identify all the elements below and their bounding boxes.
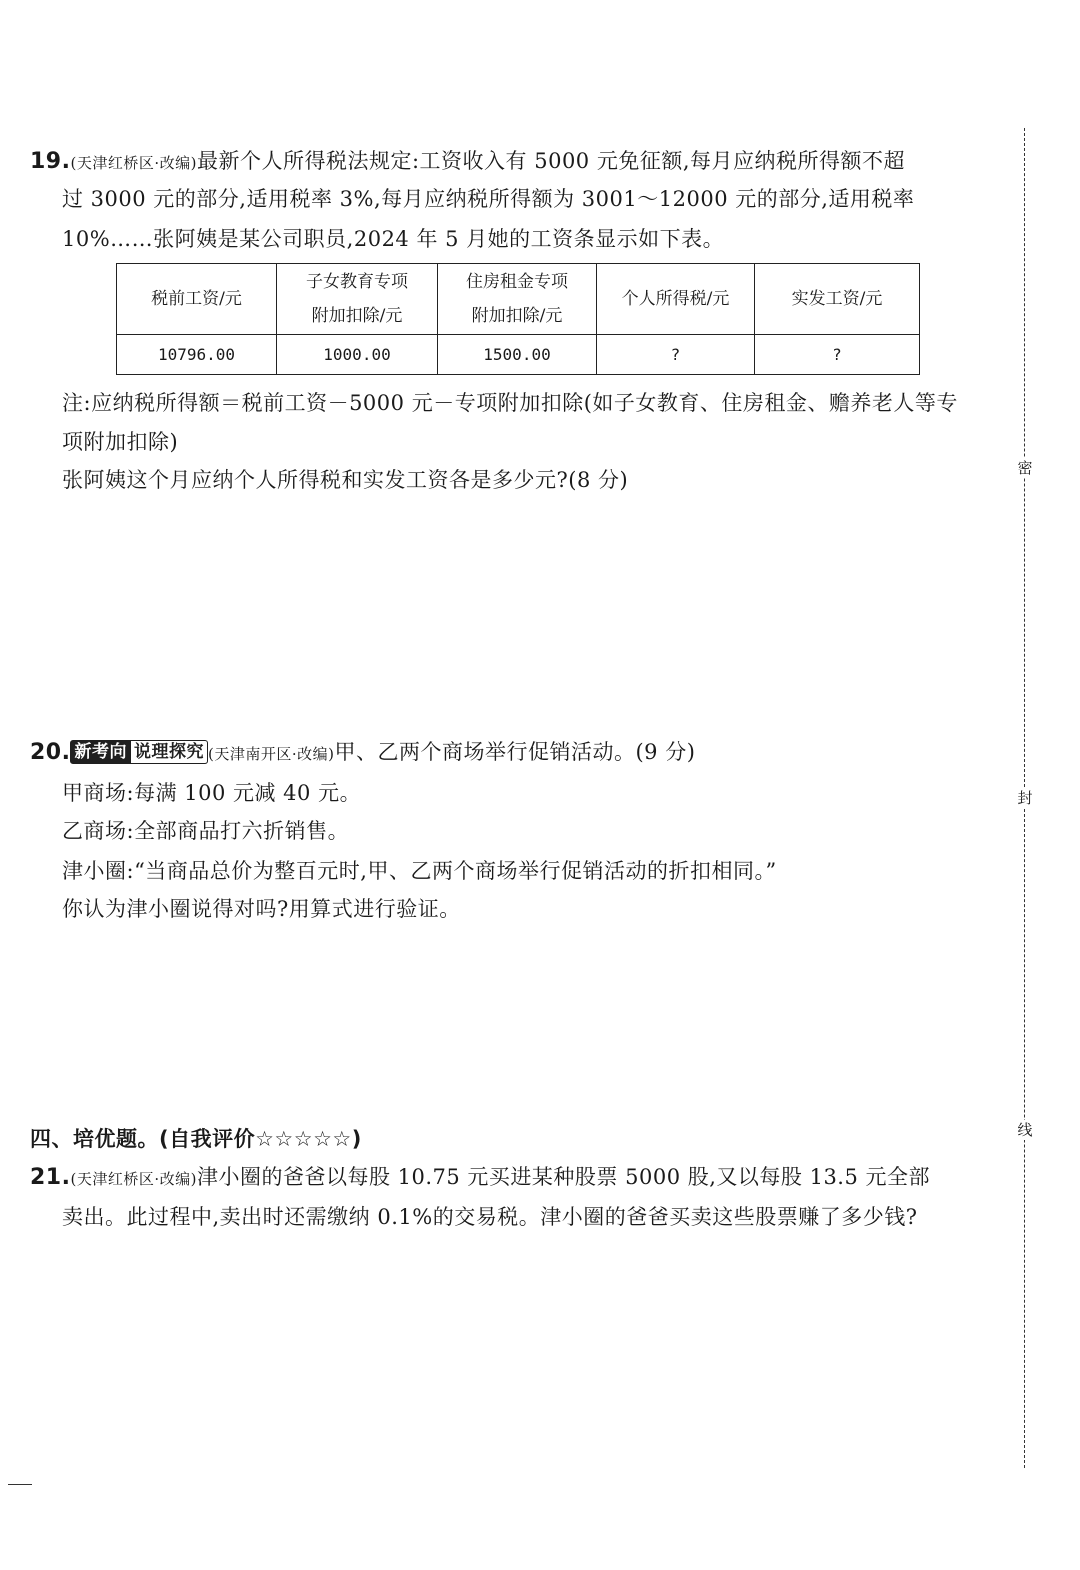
q20-line-b: 乙商场:全部商品打六折销售。 xyxy=(62,819,350,843)
q19-line3: 10%……张阿姨是某公司职员,2024 年 5 月她的工资条显示如下表。 xyxy=(62,227,725,251)
table-cell: 1000.00 xyxy=(277,335,438,375)
q19-number: 19. xyxy=(30,149,71,174)
q19-line1 xyxy=(30,146,905,178)
q19-line2: 过 3000 元的部分,适用税率 3%,每月应纳税所得额为 3001～12000 元的部分,适用税率 xyxy=(62,187,915,211)
new-trend-badge: 新考向 xyxy=(70,740,131,764)
q19-note-line2: 项附加扣除) xyxy=(62,430,179,454)
q19-note-line1: 注:应纳税所得额＝税前工资－5000 元－专项附加扣除(如子女教育、住房租金、赡养老人等专 xyxy=(62,391,958,415)
header-cell: 个人所得税/元 xyxy=(597,264,755,335)
margin-char-xian: 线 xyxy=(1014,1120,1036,1140)
q21-text-1: 津小圈的爸爸以每股 10.75 元买进某种股票 5000 股,又以每股 13.5 元全部 xyxy=(196,1165,931,1189)
reasoning-badge: 说理探究 xyxy=(131,740,208,764)
header-cell: 子女教育专项 附加扣除/元 xyxy=(277,264,438,335)
q20-line-c: 津小圈:“当商品总价为整百元时,甲、乙两个商场举行促销活动的折扣相同。” xyxy=(62,859,777,883)
section-4-title: 四、培优题。(自我评价☆☆☆☆☆) xyxy=(30,1127,362,1151)
header-cell: 税前工资/元 xyxy=(117,264,277,335)
q19-text-1: 最新个人所得税法规定:工资收入有 5000 元免征额,每月应纳税所得额不超 xyxy=(196,149,906,173)
q20-line-a: 甲商场:每满 100 元减 40 元。 xyxy=(62,781,362,805)
q19-question: 张阿姨这个月应纳个人所得税和实发工资各是多少元?(8 分) xyxy=(62,468,629,492)
salary-table-data-row xyxy=(117,335,920,375)
header-cell: 实发工资/元 xyxy=(755,264,920,335)
salary-table-header-row xyxy=(117,264,920,335)
q21-line1 xyxy=(30,1162,930,1194)
margin-char-mi: 密 xyxy=(1014,458,1036,478)
salary-table xyxy=(116,263,920,375)
q20-line-d: 你认为津小圈说得对吗?用算式进行验证。 xyxy=(62,897,461,921)
q21-line2: 卖出。此过程中,卖出时还需缴纳 0.1%的交易税。津小圈的爸爸买卖这些股票赚了多少钱? xyxy=(62,1205,918,1229)
q20-line-title xyxy=(30,737,695,769)
corner-mark xyxy=(8,1484,32,1485)
table-cell: ? xyxy=(755,335,920,375)
margin-char-feng: 封 xyxy=(1014,788,1036,808)
q20-title: 甲、乙两个商场举行促销活动。(9 分) xyxy=(334,740,696,764)
q20-number: 20. xyxy=(30,740,71,765)
q21-number: 21. xyxy=(30,1165,71,1190)
q20-source: (天津南开区·改编) xyxy=(207,745,335,763)
table-cell: 1500.00 xyxy=(438,335,597,375)
q21-source: (天津红桥区·改编) xyxy=(70,1170,197,1188)
table-cell: ? xyxy=(597,335,755,375)
q19-source: (天津红桥区·改编) xyxy=(70,154,197,172)
table-cell: 10796.00 xyxy=(117,335,277,375)
header-cell: 住房租金专项 附加扣除/元 xyxy=(438,264,597,335)
